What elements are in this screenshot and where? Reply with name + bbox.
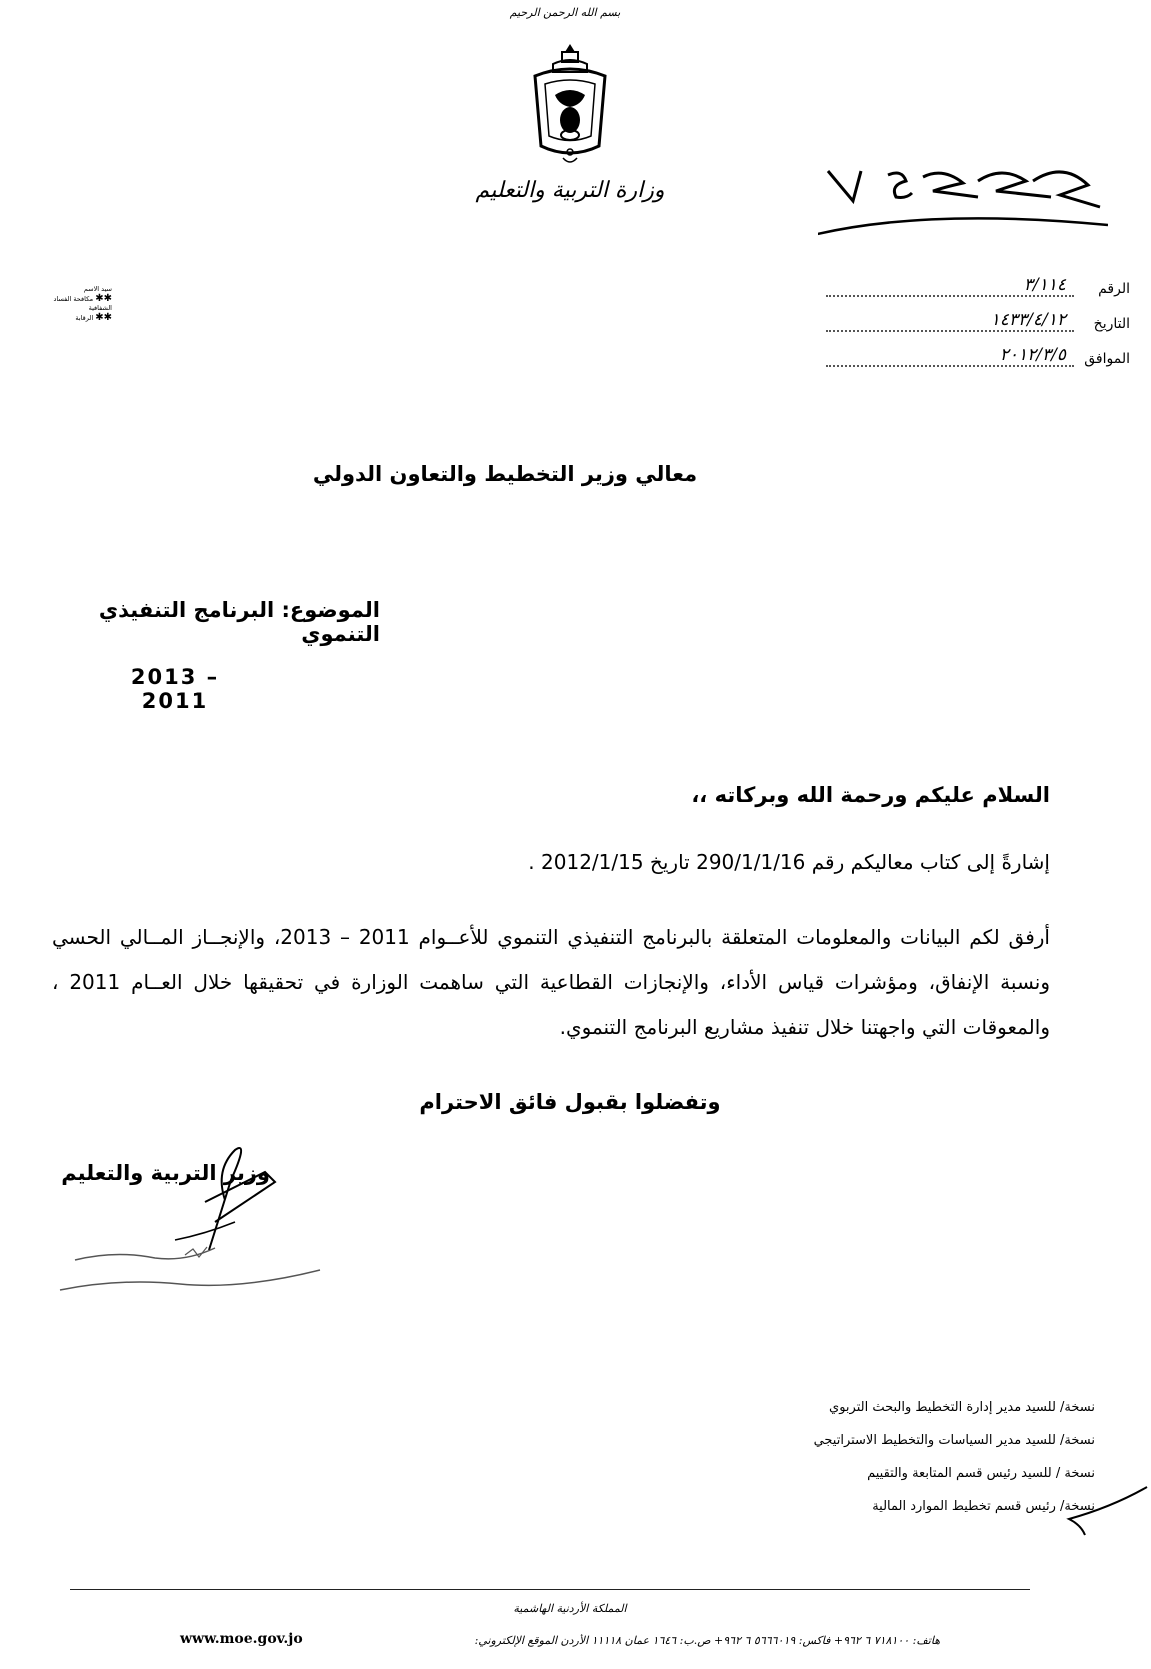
star-icon: ✱✱ [95, 293, 112, 304]
reference-gregorian-label: الموافق [1084, 351, 1130, 367]
left-stamp [22, 285, 112, 323]
greeting: السلام عليكم ورحمة الله وبركاته ،، [691, 783, 1050, 807]
subject-years: 2013 – 2011 [130, 665, 220, 713]
stamp-line: سيد الاسم [83, 285, 112, 293]
paragraph-body: أرفق لكم البيانات والمعلومات المتعلقة بالبرنامج التنفيذي التنموي للأعــوام 2011 – 2013، والإنجــاز المــالي الحسي ونسبة الإنفاق، ومؤشرات قياس الأداء، والإنجازات القطاعية التي ساهمت الوزارة في تحقيقها خلال العــام 2011 ، والمعوقات التي واجهتنا خلال تنفيذ مشاريع البرنامج التنموي. [52, 925, 1051, 1039]
copy-handwritten-stroke [1065, 1485, 1150, 1540]
basmala: بسم الله الرحمن الرحيم [509, 6, 621, 19]
subject: الموضوع: البرنامج التنفيذي التنموي [98, 598, 380, 646]
reference-number-row [810, 262, 1130, 297]
ministry-logo-text: وزارة التربية والتعليم [475, 178, 665, 203]
copy-line: نسخة/ للسيد مدير السياسات والتخطيط الاستراتيجي [813, 1433, 1095, 1448]
signature-title: وزير التربية والتعليم [61, 1161, 270, 1185]
footer-rule [70, 1589, 1030, 1590]
footer-kingdom: المملكة الأردنية الهاشمية [513, 1602, 627, 1615]
closing: وتفضلوا بقبول فائق الاحترام [419, 1090, 721, 1114]
stamp-line-text: مكافحة الفساد [53, 295, 94, 303]
copy-line: نسخة / للسيد رئيس قسم المتابعة والتقييم [867, 1466, 1095, 1481]
reference-date-label: التاريخ [1093, 316, 1130, 332]
reference-gregorian-value: ٢٠١٢/٣/٥ [826, 345, 1074, 367]
recipient: معالي وزير التخطيط والتعاون الدولي [312, 462, 698, 486]
star-icon: ✱✱ [95, 312, 112, 323]
jordan-crest-icon [515, 40, 625, 170]
reference-date-value: ١٤٣٣/٤/١٢ [826, 310, 1074, 332]
footer-website-link[interactable]: www.moe.gov.jo [180, 1631, 303, 1647]
reference-number-label: الرقم [1098, 281, 1130, 297]
footer-contact: هاتف: ٧١٨١٠٠ ٦ ٩٦٢+ فاكس: ٥٦٦٦٠١٩ ٦ ٩٦٢+ ص.ب: ١٦٤٦ عمان ١١١١٨ الأردن الموقع الإلكتروني: [474, 1634, 940, 1647]
copy-line: نسخة/ رئيس قسم تخطيط الموارد المالية [872, 1499, 1095, 1514]
copy-line: نسخة/ للسيد مدير إدارة التخطيط والبحث التربوي [829, 1400, 1095, 1415]
paragraph-reference: إشارةً إلى كتاب معاليكم رقم 290/1/1/16 تاريخ 2012/1/15 . [528, 850, 1050, 874]
stamp-line: الشفافية [88, 304, 112, 312]
stamp-line [22, 294, 112, 304]
reference-gregorian-row [810, 332, 1130, 367]
stamp-line-text: الرقابة [75, 314, 94, 322]
reference-block [810, 262, 1130, 367]
stamp-line [22, 313, 112, 323]
registration-number-handwritten [818, 163, 1108, 253]
reference-date-row [810, 297, 1130, 332]
reference-number-value: ٣/١١٤ [826, 275, 1074, 297]
signature-scrawl [55, 1130, 325, 1300]
